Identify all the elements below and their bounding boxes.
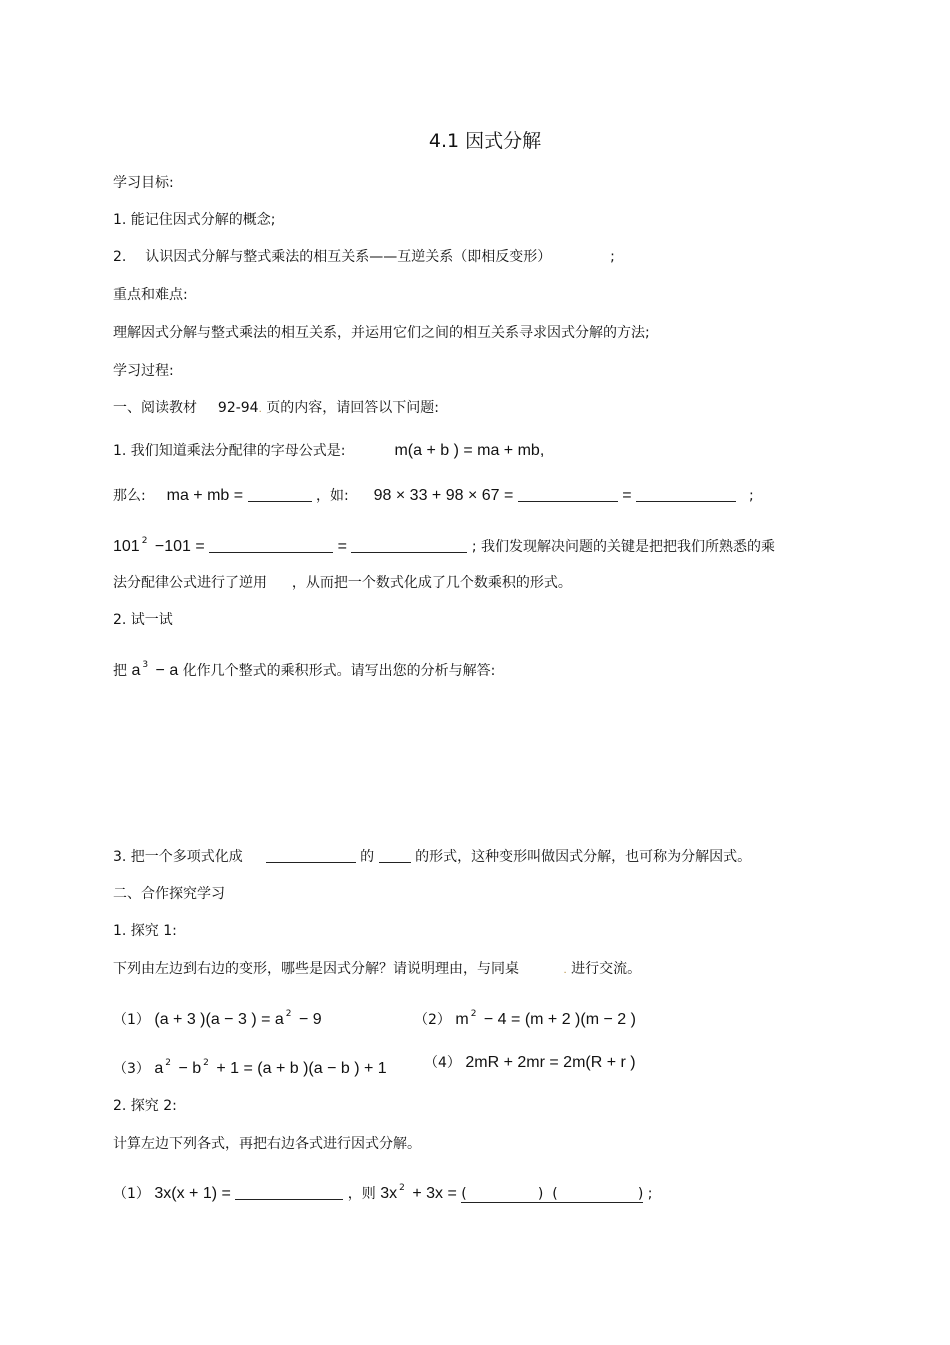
key-text: 理解因式分解与整式乘法的相互关系，并运用它们之间的相互关系寻求因式分解的方法; — [113, 325, 650, 341]
goals-heading: 学习目标: — [113, 175, 174, 191]
q1-cont-line — [113, 573, 572, 593]
distributive-formula: m(a + b ) = ma + mb, — [394, 442, 545, 459]
explore2-expr2-pre: 3x — [380, 1185, 398, 1202]
semicolon: ; — [748, 488, 754, 504]
q2-pre: 把 — [113, 663, 127, 679]
item-3-exp: 2 — [165, 1058, 172, 1068]
explore1-row-2 — [414, 1004, 636, 1030]
explore2-num: （1） — [113, 1186, 150, 1202]
explore1-text-end: 进行交流。 — [571, 961, 642, 977]
q3-mid: 的 — [360, 849, 375, 865]
q2-post: 化作几个整式的乘积形式。请写出您的分析与解答: — [182, 663, 496, 679]
item-3-pre: a — [154, 1060, 164, 1077]
explore2-semi: ; — [647, 1186, 653, 1202]
blank-6[interactable] — [266, 846, 356, 863]
item-1-post: − 9 — [298, 1011, 322, 1028]
blank-1[interactable] — [248, 485, 312, 502]
item-2-pre: m — [455, 1011, 469, 1028]
item-3-post: + 1 = (a + b )(a − b ) + 1 — [216, 1060, 387, 1077]
q2-a: a — [131, 662, 141, 679]
part1-line: 一、阅读教材 92-94. 页的内容，请回答以下问题: — [113, 400, 439, 416]
factor-blanks[interactable]: ( ) ( ) — [461, 1186, 644, 1202]
q1-line — [113, 441, 544, 461]
q2-rest: − a — [155, 662, 179, 679]
find-text: ; 我们发现解决问题的关键是把把我们所熟悉的乘 — [471, 539, 776, 555]
explore2-heading: 2. 探究 2: — [113, 1098, 177, 1114]
key-heading: 重点和难点: — [113, 287, 188, 303]
explore1-row-1 — [113, 1004, 322, 1030]
part1-post: 页的内容，请回答以下问题: — [266, 400, 439, 416]
explore1-row-4 — [424, 1053, 636, 1073]
q3-pre: 3. 把一个多项式化成 — [113, 849, 243, 865]
exponent-2: 2 — [141, 536, 148, 546]
then-label: 那么: — [113, 488, 146, 504]
blank-5[interactable] — [351, 536, 467, 553]
part2-heading: 二、合作探究学习 — [113, 886, 225, 902]
part1-pre: 一、阅读教材 — [113, 400, 197, 416]
explore1-text: 下列由左边到右边的变形，哪些是因式分解？请说明理由，与同桌 — [113, 961, 519, 977]
q3-post: 的形式，这种变形叫做因式分解，也可称为分解因式。 — [415, 849, 752, 865]
process-heading: 学习过程: — [113, 363, 174, 379]
item-2-exp: 2 — [470, 1009, 477, 1019]
explore2-ze: ，则 — [347, 1186, 376, 1202]
base-101: 101 — [113, 538, 140, 555]
item-1-exp: 2 — [285, 1009, 292, 1019]
q1-text: 1. 我们知道乘法分配律的字母公式是: — [113, 443, 346, 459]
explore1-heading: 1. 探究 1: — [113, 923, 177, 939]
item-4-expr: 2mR + 2mr = 2m(R + r ) — [465, 1054, 636, 1071]
goal-1: 1. 能记住因式分解的概念; — [113, 212, 276, 228]
item-4-num: （4） — [424, 1055, 461, 1071]
explore2-text: 计算左边下列各式，再把右边各式进行因式分解。 — [113, 1136, 421, 1152]
cont-text-2: ，从而把一个数式化成了几个数乘积的形式。 — [291, 575, 572, 591]
explore2-expr2-post: + 3x = — [412, 1185, 457, 1202]
goal-2-text: 认识因式分解与整式乘法的相互关系——互逆关系（即相反变形） — [145, 249, 552, 265]
blank-4[interactable] — [209, 536, 333, 553]
blank-3[interactable] — [636, 485, 736, 502]
expr-ma-mb: ma + mb = — [166, 487, 244, 504]
ru-label: ，如: — [316, 488, 349, 504]
expr-101-rest: −101 = — [154, 538, 205, 555]
item-2-post: − 4 = (m + 2 )(m − 2 ) — [483, 1011, 636, 1028]
blank-8[interactable] — [235, 1183, 343, 1200]
cont-text-1: 法分配律公式进行了逆用 — [113, 575, 267, 591]
page-title: 4.1 因式分解 — [428, 130, 542, 152]
blank-2[interactable] — [518, 485, 618, 502]
equals-sign-2: = — [337, 538, 347, 555]
item-3-mid: − b — [178, 1060, 202, 1077]
explore2-row-1 — [113, 1178, 652, 1204]
item-2-num: （2） — [414, 1012, 451, 1028]
goal-2-line — [113, 247, 615, 267]
explore1-text-line: 下列由左边到右边的变形，哪些是因式分解？请说明理由，与同桌 . 进行交流。 — [113, 961, 642, 977]
q3-line — [113, 846, 751, 867]
explore1-row-3 — [113, 1053, 387, 1079]
explore2-expr: 3x(x + 1) = — [154, 1185, 231, 1202]
blank-7[interactable] — [379, 846, 411, 863]
part1-pages: 92-94 — [217, 400, 259, 416]
q2-line — [113, 655, 495, 681]
item-1-pre: (a + 3 )(a − 3 ) = a — [154, 1011, 284, 1028]
item-1-num: （1） — [113, 1012, 150, 1028]
expr-98: 98 × 33 + 98 × 67 = — [373, 487, 514, 504]
item-3-num: （3） — [113, 1061, 150, 1077]
q1-then-line — [113, 485, 754, 506]
item-3-exp2: 2 — [203, 1058, 209, 1068]
goal-2-end: ; — [610, 249, 615, 265]
q1-101-line — [113, 531, 775, 557]
goal-2-number: 2. — [113, 249, 127, 265]
explore2-exp: 2 — [399, 1183, 405, 1193]
q2-heading: 2. 试一试 — [113, 612, 173, 628]
equals-sign: = — [622, 487, 632, 504]
q2-exponent: 3 — [142, 660, 149, 670]
